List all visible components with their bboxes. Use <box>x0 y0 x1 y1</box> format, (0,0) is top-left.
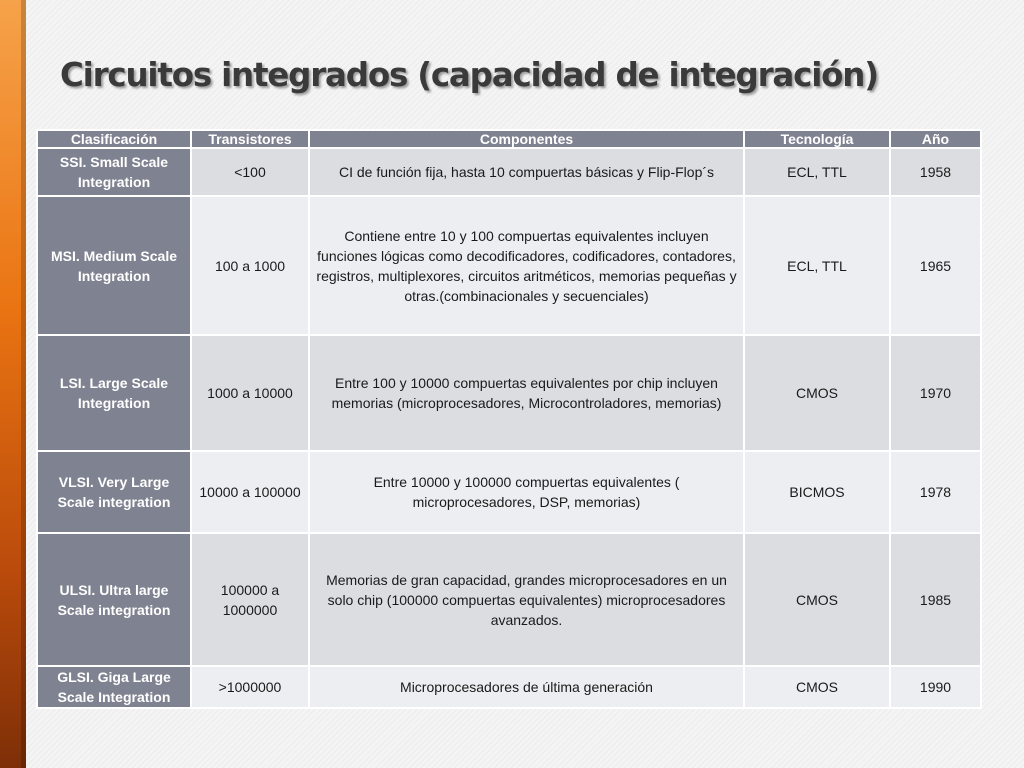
cell-tecnologia: CMOS <box>745 667 889 707</box>
cell-transistores: 100 a 1000 <box>192 197 308 334</box>
cell-componentes: Entre 10000 y 100000 compuertas equivalentes ( microprocesadores, DSP, memorias) <box>310 452 743 532</box>
header-componentes: Componentes <box>310 131 743 147</box>
cell-clasificacion: MSI. Medium Scale Integration <box>38 197 190 334</box>
cell-componentes: Contiene entre 10 y 100 compuertas equivalentes incluyen funciones lógicas como decodificadores, codificadores, contadores, registros, multiplexores, circuitos aritméticos, memorias pequeñas y otras.(combinacionales y secuenciales) <box>310 197 743 334</box>
header-transistores: Transistores <box>192 131 308 147</box>
cell-anio: 1958 <box>891 149 980 195</box>
cell-transistores: <100 <box>192 149 308 195</box>
cell-clasificacion: GLSI. Giga Large Scale Integration <box>38 667 190 707</box>
cell-anio: 1978 <box>891 452 980 532</box>
table-row <box>38 197 980 334</box>
cell-tecnologia: CMOS <box>745 534 889 665</box>
slide-title: Circuitos integrados (capacidad de integración) <box>60 56 878 94</box>
header-tecnologia: Tecnología <box>745 131 889 147</box>
cell-clasificacion: ULSI. Ultra large Scale integration <box>38 534 190 665</box>
cell-transistores: >1000000 <box>192 667 308 707</box>
table-row <box>38 149 980 195</box>
cell-transistores: 1000 a 10000 <box>192 336 308 450</box>
cell-tecnologia: CMOS <box>745 336 889 450</box>
table-row <box>38 534 980 665</box>
table-row <box>38 336 980 450</box>
cell-componentes: Memorias de gran capacidad, grandes microprocesadores en un solo chip (100000 compuertas equivalentes) microprocesadores avanzados. <box>310 534 743 665</box>
cell-componentes: Entre 100 y 10000 compuertas equivalentes por chip incluyen memorias (microprocesadores, Microcontroladores, memorias) <box>310 336 743 450</box>
decorative-left-bar <box>0 0 26 768</box>
cell-clasificacion: SSI. Small Scale Integration <box>38 149 190 195</box>
header-clasificacion: Clasificación <box>38 131 190 147</box>
integration-table <box>36 129 982 709</box>
cell-clasificacion: LSI. Large Scale Integration <box>38 336 190 450</box>
header-anio: Año <box>891 131 980 147</box>
cell-tecnologia: ECL, TTL <box>745 197 889 334</box>
cell-anio: 1985 <box>891 534 980 665</box>
table-row <box>38 667 980 707</box>
cell-anio: 1970 <box>891 336 980 450</box>
cell-transistores: 10000 a 100000 <box>192 452 308 532</box>
cell-transistores: 100000 a 1000000 <box>192 534 308 665</box>
table-row <box>38 452 980 532</box>
table-header <box>38 131 980 147</box>
cell-componentes: CI de función fija, hasta 10 compuertas básicas y Flip-Flop´s <box>310 149 743 195</box>
cell-anio: 1965 <box>891 197 980 334</box>
cell-tecnologia: BICMOS <box>745 452 889 532</box>
cell-tecnologia: ECL, TTL <box>745 149 889 195</box>
cell-componentes: Microprocesadores de última generación <box>310 667 743 707</box>
cell-anio: 1990 <box>891 667 980 707</box>
cell-clasificacion: VLSI. Very Large Scale integration <box>38 452 190 532</box>
